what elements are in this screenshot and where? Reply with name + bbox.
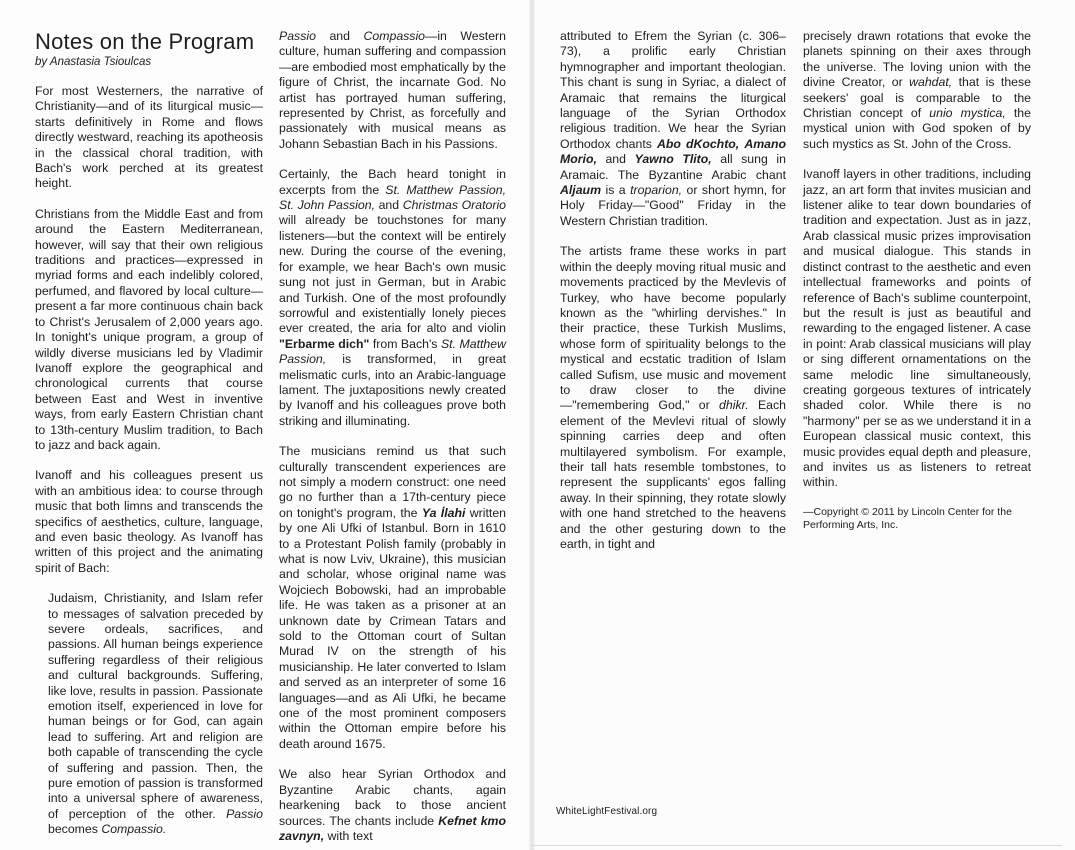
text-span: Certainly, the Bach heard tonight in excerpts from the bbox=[279, 167, 506, 197]
text-span: We also hear Syrian Orthodox and Byzantine Arabic chants, again hearkening back to those ancient sources. The chants include bbox=[279, 767, 506, 828]
text-span: —in Western culture, human suffering and compassion—are embodied most emphatically by the figure of Christ, the incarnate God. No artist has portrayed human suffering, represented by Christ, as forcefully and passionately with musical means as Johann Sebastian Bach in his Passions. bbox=[279, 29, 506, 151]
bold-italic-title: Kefnet kmo zavnyn, bbox=[279, 813, 507, 843]
italic-title: St. Matthew Passion, St. John Passion, bbox=[279, 182, 506, 213]
bold-italic-title: Yawno Tlito, bbox=[634, 152, 712, 167]
text-span: is transformed, in great melismatic curls, into an Arabic-language lament. The juxtapositions newly created by Ivanoff and his colleagues prove both striking and illuminating. bbox=[279, 352, 506, 428]
italic-term: Compassio bbox=[363, 29, 426, 43]
block-quote bbox=[35, 591, 263, 838]
bold-italic-title: Aljaum bbox=[560, 183, 601, 198]
italic-term: unio mystica, bbox=[929, 106, 1006, 121]
column-4 bbox=[803, 29, 1031, 533]
quote-text: Judaism, Christianity, and Islam refer to messages of salvation preceded by severe ordeals, sacrifices, and passions. All human beings experience suffering regardless of their religious and cultural backgrounds. Suffering, like love, results in passion. Passionate emotion itself, experienced in love for human beings or for God, can again lead to suffering. Art and religion are both capable of transcending the cycle of suffering and passion. Then, the pure emotion of passion is transformed into a universal sphere of awareness, of perception of the other. bbox=[48, 591, 263, 821]
text-span: is a bbox=[605, 183, 626, 198]
quote-italic: Compassio. bbox=[101, 822, 167, 837]
italic-term: wahdat, bbox=[909, 75, 953, 90]
text-span: and bbox=[378, 198, 400, 213]
italic-title: Christmas Oratorio bbox=[402, 198, 507, 213]
text-span: written by one Ali Ufki of Istanbul. Born in 1610 to a Protestant Polish family (probably in what is now Lviv, Ukraine), this musician and scholar, whose original name was Wojciech Bobowski, had an improbable life. He was taken as a prisoner at an unknown date by Crimean Tatars and sold to the Ottoman court of Sultan Murad IV on the strength of his musicianship. He later converted to Islam and served as an interpreter of some 16 languages—and as Ali Ufki, he became one of the most prominent composers within the Ottoman empire before his death around 1675. bbox=[279, 505, 506, 751]
text-span: the mystical union with God spoken of by such mystics as St. John of the Cross. bbox=[803, 106, 1031, 151]
text-span: all sung in Aramaic. The Byzantine Arabic chant bbox=[560, 152, 786, 182]
paragraph bbox=[560, 29, 786, 229]
paragraph bbox=[560, 244, 786, 552]
footer-url: WhiteLightFestival.org bbox=[556, 806, 658, 817]
italic-term: troparion, bbox=[630, 183, 683, 198]
paragraph: For most Westerners, the narrative of Christianity—and of its liturgical music—starts definitively in Rome and flows directly westward, reaching its apotheosis in the classical choral tradition, with Bach's work perched at its greatest height. bbox=[35, 84, 263, 191]
text-span: or short hymn, for Holy Friday—"Good" Friday in the Western Christian tradition. bbox=[560, 183, 787, 228]
paragraph bbox=[279, 29, 506, 152]
column-1 bbox=[35, 29, 263, 838]
italic-title: St. Matthew Passion, bbox=[279, 336, 506, 367]
paragraph: Christians from the Middle East and from around the Eastern Mediterranean, however, will say that their own religious traditions and practices—expressed in myriad forms and each indelibly colored, perfumed, and flavored by local culture—present a far more continuous chain back to Christ's Jerusalem of 2,000 years ago. In tonight's unique program, a group of wildly diverse musicians led by Vladimir Ivanoff explore the geographical and chronological currents that course between East and West in inventive ways, from early Eastern Christian chant to 13th-century Muslim tradition, to Bach to jazz and back again. bbox=[35, 206, 263, 452]
italic-term: Passio bbox=[279, 29, 316, 43]
paragraph bbox=[279, 444, 506, 752]
paragraph bbox=[803, 29, 1031, 152]
text-span: with text bbox=[327, 828, 373, 843]
copyright-notice: —Copyright © 2011 by Lincoln Center for the Performing Arts, Inc. bbox=[803, 505, 1012, 532]
paragraph bbox=[279, 767, 506, 844]
text-span: that is these seekers' goal is comparable to the Christian concept of bbox=[803, 75, 1031, 121]
quote-text: becomes bbox=[48, 822, 98, 837]
quote-italic: Passio bbox=[226, 806, 264, 821]
column-3 bbox=[560, 29, 786, 552]
text-span: and bbox=[329, 29, 350, 43]
text-span: Each element of the Mevlevi ritual of slowly spinning carries deep and often multilayered symbolism. For example, their tall hats resemble tombstones, to represent the supplicants' egos falling away. In their spinning, they rotate slowly with one hand stretched to the heavens and the other gesturing down to the earth, in tight and bbox=[560, 398, 787, 551]
page-title: Notes on the Program bbox=[35, 29, 255, 54]
paragraph: Ivanoff and his colleagues present us with an ambitious idea: to course through music that both limns and transcends the specifics of aesthetics, culture, language, and even basic theology. As Ivanoff has written of this project and the animating spirit of Bach: bbox=[35, 468, 263, 575]
bottom-rule bbox=[532, 845, 1062, 846]
column-2 bbox=[279, 29, 506, 844]
bold-italic-title: Abo dKochto, bbox=[656, 136, 740, 151]
text-span: attributed to Efrem the Syrian (c. 306–73), a prolific early Christian hymnographer and important theologian. This chant is sung in Syriac, a dialect of Aramaic that remains the liturgical language of the Syrian Orthodox religious tradition. We hear the Syrian Orthodox chants bbox=[560, 29, 786, 151]
text-span: The artists frame these works in part within the deeply moving ritual music and movements practiced by the Mevlevis of Turkey, who have become popularly known as the "whirling dervishes." In their practice, these Turkish Muslims, whose form of spirituality belongs to the mystical and ecstatic tradition of Islam called Sufism, use music and movement to draw closer to the divine—"remembering God," or bbox=[560, 244, 786, 413]
text-span: will already be touchstones for many listeners—but the context will be entirely new. During the course of the evening, for example, we hear Bach's own music sung not just in German, but in Arabic and Turkish. One of the most profoundly sorrowful and existentially lonely pieces ever created, the aria for alto and violin bbox=[279, 213, 506, 336]
paragraph: Ivanoff layers in other traditions, including jazz, an art form that invites musician and listener alike to tear down boundaries of tradition and expectation. Just as in jazz, Arab classical music prizes improvisation and musical dialogue. This stands in distinct contrast to the aesthetic and even intellectual frameworks and points of reference of Bach's sublime counterpoint, but the result is just as beautiful and rewarding to the engaged listener. A case in point: Arab classical musicians will play or sing different ornamentations on the same melodic line simultaneously, creating gorgeous textures of intricately shaded color. While there is no "harmony" per se as we understand it in a European classical music context, this music provides equal depth and pleasure, and invites us as listeners to retreat within. bbox=[803, 167, 1031, 490]
bold-italic-title: Ya İlahi bbox=[421, 505, 466, 520]
byline: by Anastasia Tsioulcas bbox=[35, 56, 152, 68]
text-span: The musicians remind us that such culturally transcendent experiences are not simply a modern construct: one need go no further than a 17th-century piece on tonight's program, the bbox=[279, 444, 506, 520]
page-fold bbox=[529, 0, 535, 850]
paragraph bbox=[279, 167, 506, 429]
italic-term: dhikr. bbox=[719, 398, 749, 413]
bold-italic-title: Amano Morio, bbox=[560, 136, 786, 167]
text-span: and bbox=[605, 152, 626, 167]
text-span: precisely drawn rotations that evoke the planets spinning on their axes through the universe. The loving union with the divine Creator, or bbox=[803, 29, 1031, 90]
text-span: from Bach's bbox=[372, 336, 438, 351]
bold-title: "Erbarme dich" bbox=[279, 336, 370, 351]
